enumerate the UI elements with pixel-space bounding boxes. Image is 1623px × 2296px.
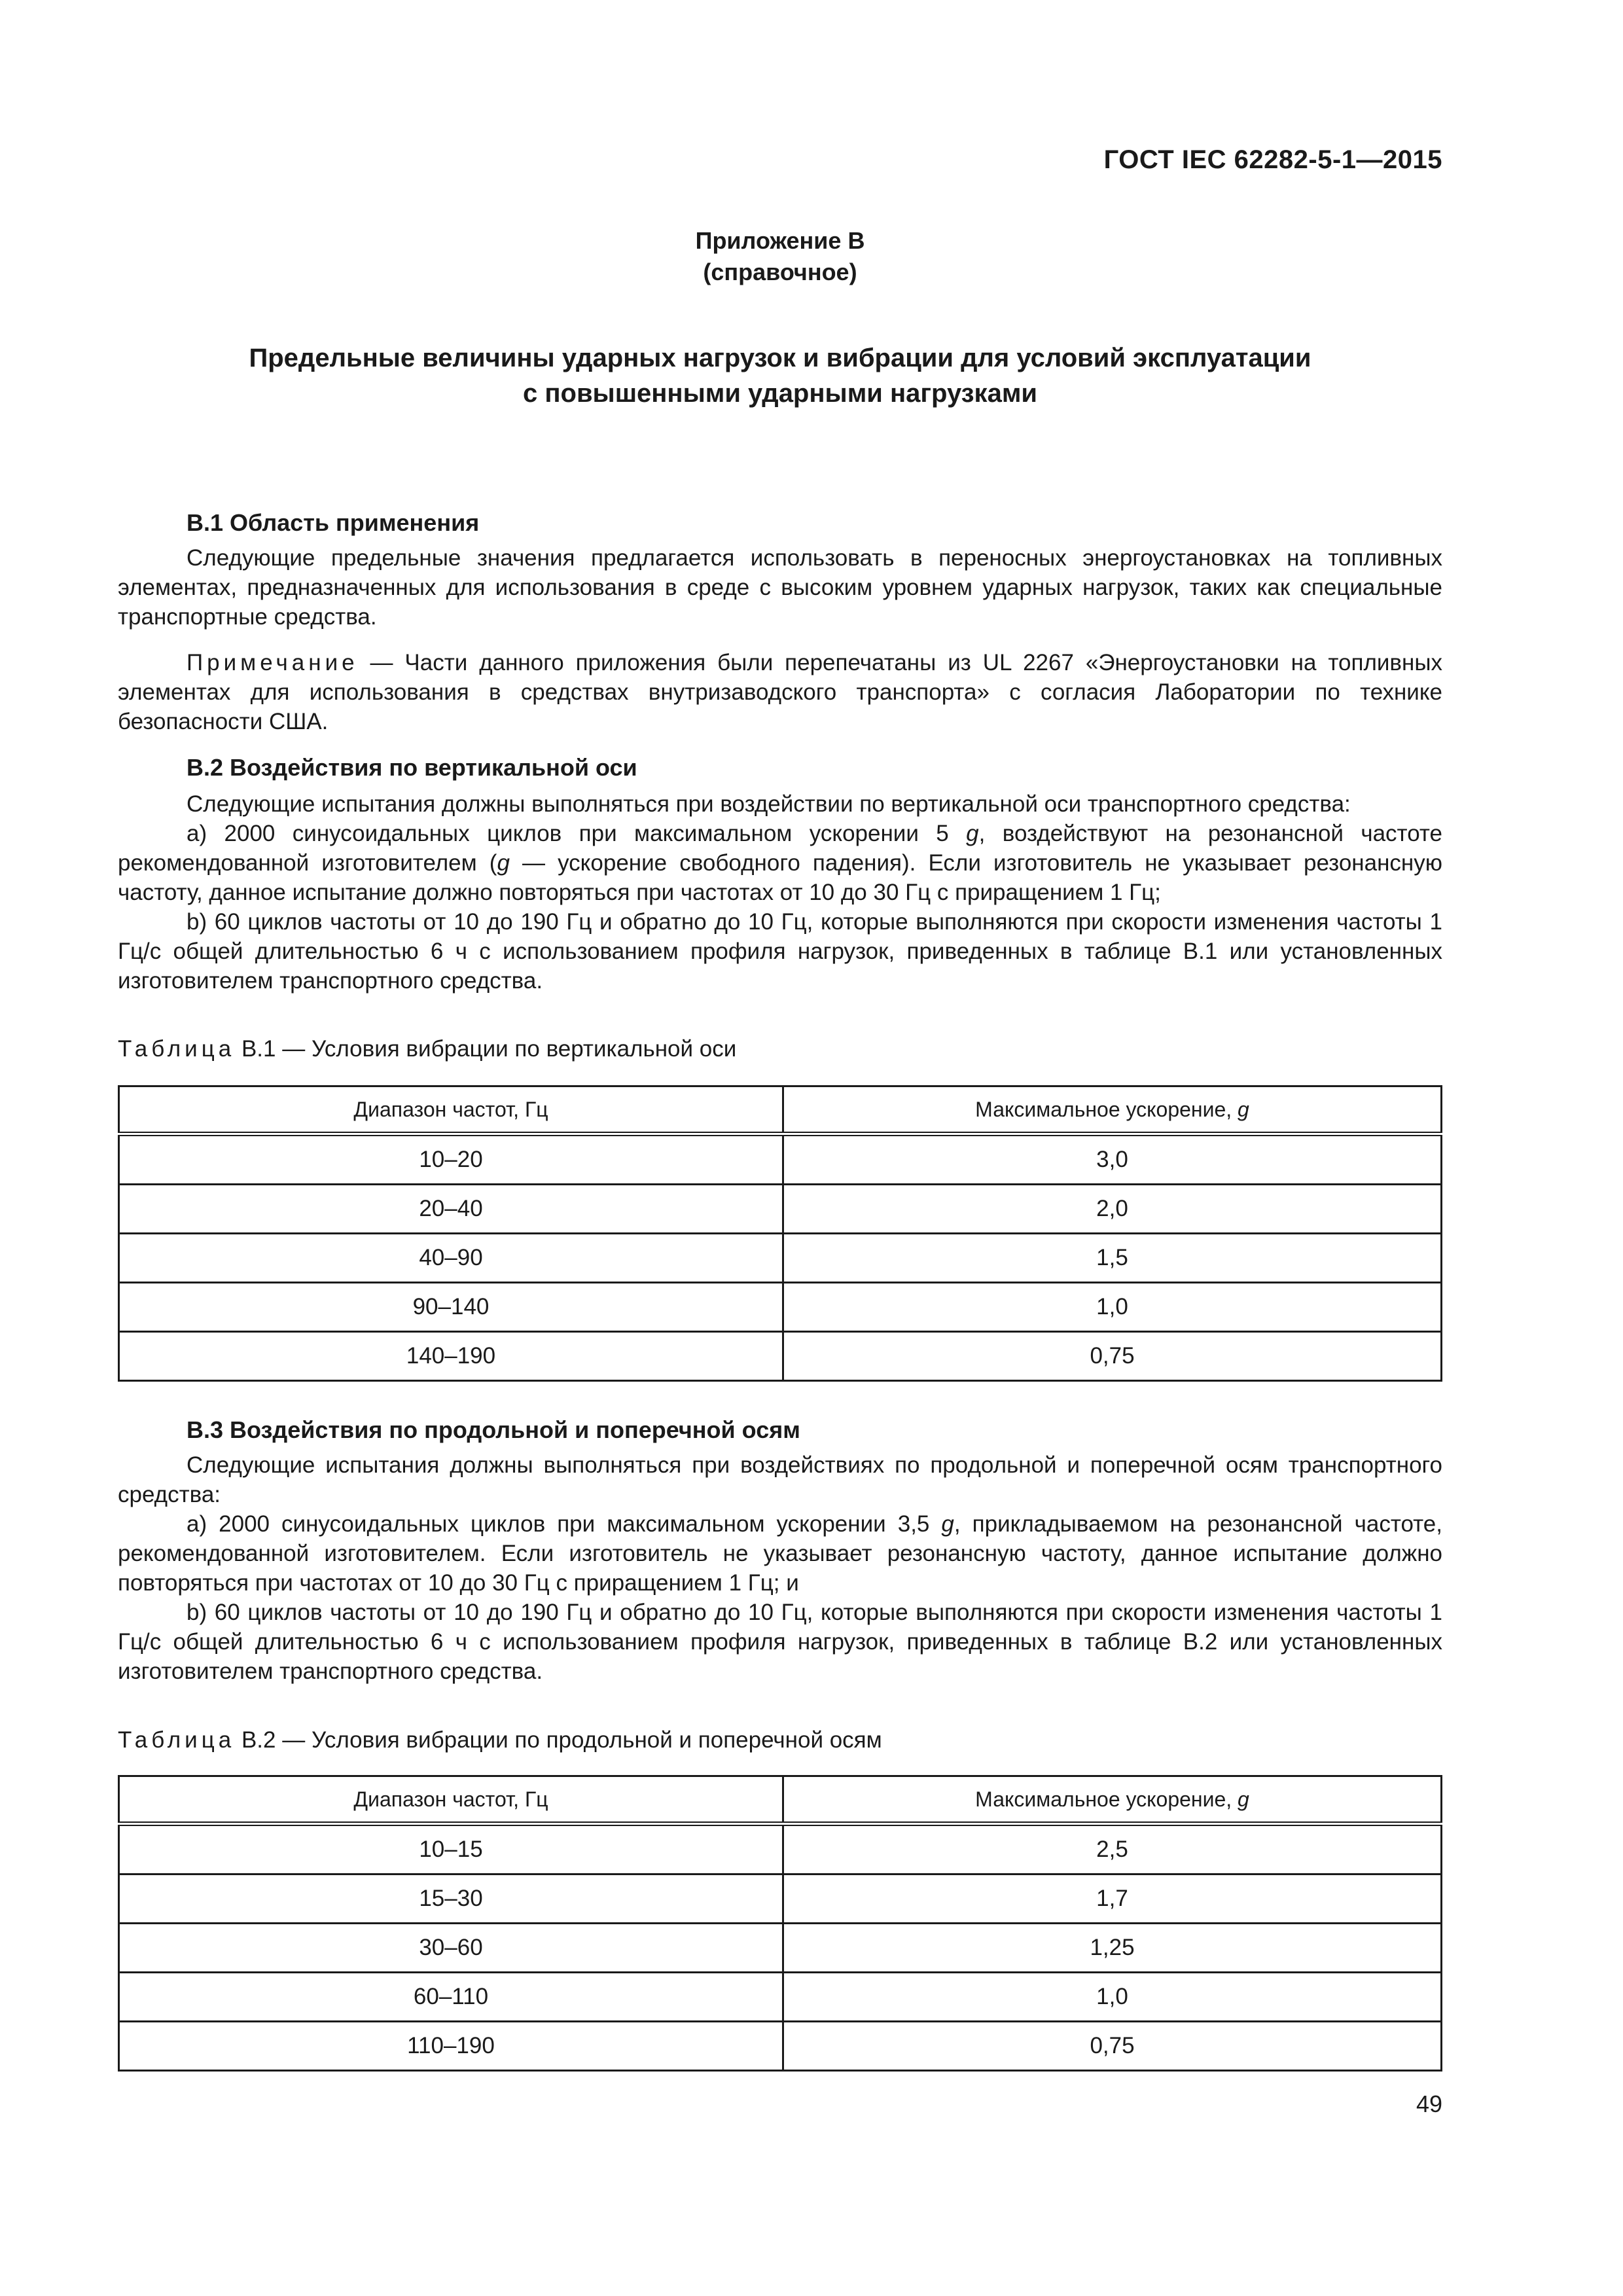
table-row <box>119 2022 1442 2071</box>
table-b2-caption: Таблица В.2 — Условия вибрации по продольной и поперечной осям <box>118 1727 882 1753</box>
section-b1-text: Следующие предельные значения предлагается использовать в переносных энергоустановках на топливных элементах, предназначенных для использования в среде с высоким уровнем ударных нагрузок, таких как специальные транспортные средства. <box>118 545 1442 630</box>
frequency-range-cell: 140–190 <box>119 1332 783 1381</box>
frequency-range-cell: 60–110 <box>119 1973 783 2022</box>
frequency-range-cell: 20–40 <box>119 1185 783 1234</box>
column-header-frequency: Диапазон частот, Гц <box>119 1776 783 1824</box>
frequency-range-cell: 10–20 <box>119 1134 783 1185</box>
appendix-title-line2: с повышенными ударными нагрузками <box>522 379 1037 408</box>
acceleration-cell: 0,75 <box>783 2022 1442 2071</box>
acceleration-cell: 2,5 <box>783 1824 1442 1874</box>
table-row <box>119 1185 1442 1234</box>
table-b2 <box>118 1775 1442 2072</box>
section-b1-heading: В.1 Область применения <box>187 509 480 536</box>
table-row <box>119 1283 1442 1332</box>
table-header-row <box>119 1776 1442 1824</box>
section-b3-item-a: a) 2000 синусоидальных циклов при максимальном ускорении 3,5 g, прикладываемом на резонансной частоте, рекомендованной изготовителем. Если изготовитель не указывает резонансную частоту, данное испытание должно повторяться при частотах от 10 до 30 Гц с приращением 1 Гц; и <box>118 1511 1443 1596</box>
frequency-range-cell: 110–190 <box>119 2022 783 2071</box>
column-header-frequency: Диапазон частот, Гц <box>119 1086 783 1134</box>
section-b3-item-b: b) 60 циклов частоты от 10 до 190 Гц и обратно до 10 Гц, которые выполняются при скорости изменения частоты 1 Гц/с общей длительностью 6 ч с использованием профиля нагрузок, приведенных в таблице В.2 или установленных изготовителем транспортного средства. <box>118 1600 1442 1684</box>
frequency-range-cell: 40–90 <box>119 1234 783 1283</box>
appendix-label: Приложение В <box>695 227 865 254</box>
section-b3-heading: В.3 Воздействия по продольной и поперечной осям <box>187 1416 800 1443</box>
acceleration-cell: 1,7 <box>783 1874 1442 1924</box>
section-b2-heading: В.2 Воздействия по вертикальной оси <box>187 754 637 781</box>
table-row <box>119 1874 1442 1924</box>
section-b1-note: Примечание — Части данного приложения были перепечатаны из UL 2267 «Энергоустановки на топливных элементах для использования в средствах внутризаводского транспорта» с согласия Лаборатории по технике безопасности США. <box>118 650 1442 734</box>
table-row <box>119 1134 1442 1185</box>
table-b1-caption: Таблица В.1 — Условия вибрации по вертикальной оси <box>118 1036 737 1062</box>
table-b1 <box>118 1085 1442 1382</box>
section-b2-item-b: b) 60 циклов частоты от 10 до 190 Гц и обратно до 10 Гц, которые выполняются при скорости изменения частоты 1 Гц/с общей длительностью 6 ч с использованием профиля нагрузок, приведенных в таблице В.1 или установленных изготовителем транспортного средства. <box>118 909 1442 994</box>
appendix-type: (справочное) <box>703 259 857 285</box>
section-b2-item-a: a) 2000 синусоидальных циклов при максимальном ускорении 5 g, воздействуют на резонансной частоте рекомендованной изготовителем (g — ускорение свободного падения). Если изготовитель не указывает резонансную частоту, данное испытание должно повторяться при частотах от 10 до 30 Гц с приращением 1 Гц; <box>118 821 1442 905</box>
frequency-range-cell: 30–60 <box>119 1924 783 1973</box>
acceleration-cell: 0,75 <box>783 1332 1442 1381</box>
page-number: 49 <box>1416 2090 1442 2117</box>
frequency-range-cell: 10–15 <box>119 1824 783 1874</box>
table-row <box>119 1924 1442 1973</box>
acceleration-cell: 3,0 <box>783 1134 1442 1185</box>
acceleration-cell: 1,0 <box>783 1283 1442 1332</box>
acceleration-cell: 2,0 <box>783 1185 1442 1234</box>
column-header-acceleration: Максимальное ускорение, g <box>783 1086 1442 1134</box>
section-b2-intro: Следующие испытания должны выполняться при воздействии по вертикальной оси транспортного средства: <box>187 791 1351 817</box>
acceleration-cell: 1,0 <box>783 1973 1442 2022</box>
acceleration-cell: 1,5 <box>783 1234 1442 1283</box>
table-row <box>119 1332 1442 1381</box>
table-row <box>119 1824 1442 1874</box>
table-header-row <box>119 1086 1442 1134</box>
frequency-range-cell: 90–140 <box>119 1283 783 1332</box>
appendix-title-line1: Предельные величины ударных нагрузок и вибрации для условий эксплуатации <box>249 344 1311 372</box>
frequency-range-cell: 15–30 <box>119 1874 783 1924</box>
acceleration-cell: 1,25 <box>783 1924 1442 1973</box>
column-header-acceleration: Максимальное ускорение, g <box>783 1776 1442 1824</box>
section-b3-intro: Следующие испытания должны выполняться при воздействиях по продольной и поперечной осям транспортного средства: <box>118 1452 1442 1507</box>
table-row <box>119 1234 1442 1283</box>
standard-code: ГОСТ IEC 62282-5-1—2015 <box>1103 145 1442 174</box>
table-row <box>119 1973 1442 2022</box>
